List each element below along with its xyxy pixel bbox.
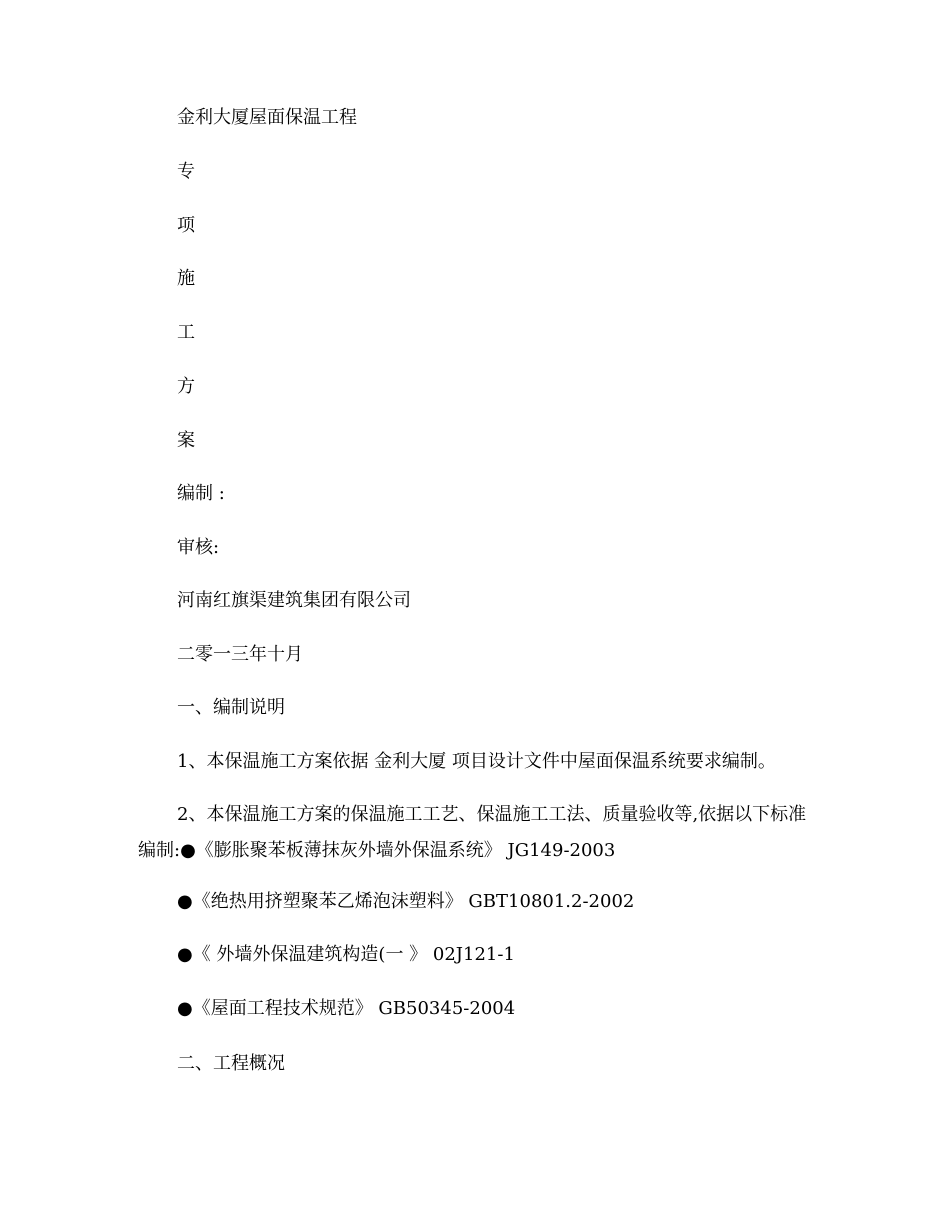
vertical-title-char: 专 [177, 161, 195, 182]
standard-list-item: ●《 外墙外保温建筑构造(一 》 02J121-1 [177, 944, 515, 965]
vertical-title-char: 项 [177, 215, 195, 236]
vertical-title-char: 方 [177, 376, 195, 397]
section-heading: 一、编制说明 [177, 697, 285, 718]
section-heading: 二、工程概况 [177, 1053, 285, 1074]
project-title: 金利大厦屋面保温工程 [177, 107, 357, 128]
vertical-title-char: 案 [177, 430, 195, 451]
document-date: 二零一三年十月 [177, 644, 303, 665]
company-name: 河南红旗渠建筑集团有限公司 [177, 590, 411, 611]
standard-list-item: ●《绝热用挤塑聚苯乙烯泡沫塑料》 GBT10801.2-2002 [177, 891, 635, 912]
vertical-title-char: 施 [177, 268, 195, 289]
reviewed-by-label: 审核: [177, 537, 220, 558]
compiled-by-label: 编制 : [177, 483, 225, 504]
vertical-title-char: 工 [177, 322, 195, 343]
paragraph: 1、本保温施工方案依据 金利大厦 项目设计文件中屋面保温系统要求编制。 [177, 751, 776, 772]
paragraph: 2、本保温施工方案的保温施工工艺、保温施工工法、质量验收等,依据以下标准编制:●《膨胀聚苯板薄抹灰外墙外保温系统》 JG149-2003 [138, 804, 807, 861]
standard-list-item: ●《屋面工程技术规范》 GB50345-2004 [177, 998, 516, 1019]
